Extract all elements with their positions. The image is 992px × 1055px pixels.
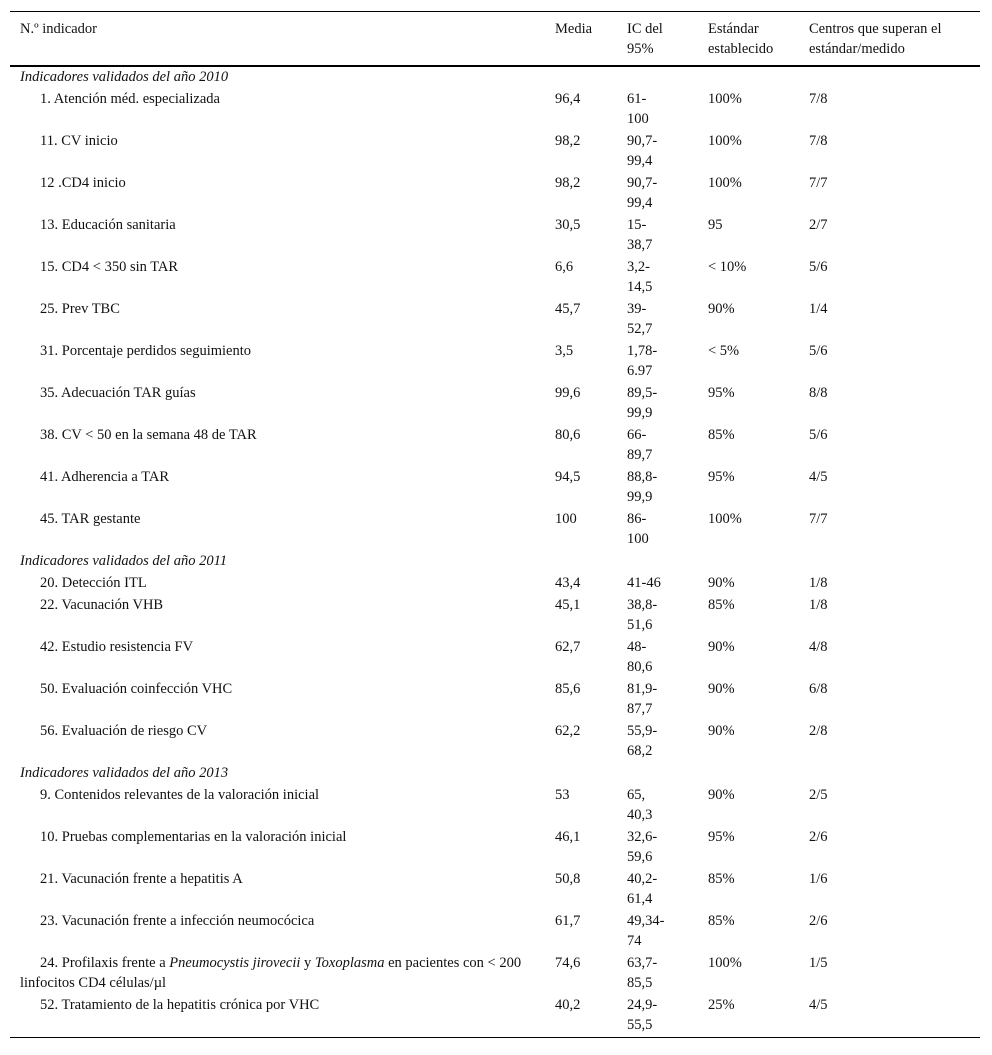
ci-lower: 55,9-: [627, 723, 658, 739]
ci-cell: [617, 679, 698, 721]
mean-cell: 45,7: [555, 301, 581, 317]
ci-lower: 63,7-: [627, 955, 658, 971]
centers-cell: 2/6: [809, 829, 828, 845]
centers-cell: 5/6: [809, 259, 828, 275]
table-row: [10, 341, 980, 383]
mean-cell: 98,2: [555, 175, 581, 191]
mean-cell: 99,6: [555, 385, 581, 401]
ci-lower: 90,7-: [627, 175, 658, 191]
indicator-cell: 9. Contenidos relevantes de la valoración inicial: [40, 787, 320, 803]
mean-cell: 80,6: [555, 427, 581, 443]
standard-cell: 100%: [708, 511, 742, 527]
standard-cell: 95%: [708, 469, 735, 485]
centers-cell: 2/6: [809, 913, 828, 929]
mean-cell: 53: [555, 787, 570, 803]
ci-upper: 89,7: [627, 447, 653, 463]
indicator-cell: 23. Vacunación frente a infección neumocócica: [40, 913, 315, 929]
standard-cell: 85%: [708, 597, 735, 613]
indicator-cell: 45. TAR gestante: [40, 511, 141, 527]
ci-upper: 99,9: [627, 405, 653, 421]
section-heading-row: [10, 551, 980, 573]
indicator-text-part: Toxoplasma: [314, 955, 385, 971]
ci-upper: 51,6: [627, 617, 653, 633]
centers-cell: 1/8: [809, 575, 828, 591]
table-row: [10, 215, 980, 257]
ci-cell: [617, 173, 698, 215]
mean-cell: 96,4: [555, 91, 581, 107]
table-row: [10, 131, 980, 173]
ci-upper: 59,6: [627, 849, 653, 865]
indicator-cell: 13. Educación sanitaria: [40, 217, 176, 233]
ci-cell: [617, 995, 698, 1038]
ci-lower: 65,: [627, 787, 646, 803]
ci-upper: 100: [627, 531, 649, 547]
table-row: [10, 911, 980, 953]
table-row: [10, 509, 980, 551]
section-title: Indicadores validados del año 2011: [20, 553, 228, 569]
section-title: Indicadores validados del año 2013: [20, 765, 229, 781]
centers-cell: 1/5: [809, 955, 828, 971]
table-row: [10, 89, 980, 131]
standard-cell: 90%: [708, 639, 735, 655]
indicator-cell: 56. Evaluación de riesgo CV: [40, 723, 208, 739]
ci-upper: 87,7: [627, 701, 653, 717]
ci-upper: 80,6: [627, 659, 653, 675]
table-row: [10, 785, 980, 827]
ci-upper: 74: [627, 933, 642, 949]
centers-cell: 7/8: [809, 91, 828, 107]
indicator-cell: 12 .CD4 inicio: [40, 175, 126, 191]
centers-cell: 7/8: [809, 133, 828, 149]
table-row: [10, 721, 980, 763]
indicator-text-part: y: [300, 955, 315, 971]
centers-cell: 7/7: [809, 511, 828, 527]
header-standard: Estándar establecido: [708, 21, 774, 57]
ci-lower: 39-: [627, 301, 647, 317]
standard-cell: 85%: [708, 427, 735, 443]
indicator-cell: 1. Atención méd. especializada: [40, 91, 220, 107]
ci-upper: 55,5: [627, 1017, 653, 1033]
table-row: [10, 827, 980, 869]
ci-lower: 61-: [627, 91, 647, 107]
ci-cell: [617, 215, 698, 257]
indicator-cell: 50. Evaluación coinfección VHC: [40, 681, 233, 697]
indicator-cell: 10. Pruebas complementarias en la valoración inicial: [40, 829, 347, 845]
indicator-cell: 38. CV < 50 en la semana 48 de TAR: [40, 427, 257, 443]
centers-cell: 1/8: [809, 597, 828, 613]
standard-cell: 25%: [708, 997, 735, 1013]
mean-cell: 100: [555, 511, 577, 527]
ci-cell: [617, 89, 698, 131]
ci-cell: [617, 425, 698, 467]
centers-cell: 1/6: [809, 871, 828, 887]
ci-upper: 61,4: [627, 891, 653, 907]
mean-cell: 94,5: [555, 469, 581, 485]
mean-cell: 62,7: [555, 639, 581, 655]
standard-cell: 90%: [708, 787, 735, 803]
indicator-text-part: Pneumocystis jirovecii: [169, 955, 301, 971]
mean-cell: 50,8: [555, 871, 581, 887]
ci-cell: [617, 785, 698, 827]
standard-cell: 85%: [708, 913, 735, 929]
standard-cell: 85%: [708, 871, 735, 887]
indicator-cell: 25. Prev TBC: [40, 301, 120, 317]
ci-upper: 68,2: [627, 743, 653, 759]
ci-upper: 99,4: [627, 195, 653, 211]
table-row: [10, 953, 980, 995]
ci-cell: [617, 341, 698, 383]
indicator-cell: 11. CV inicio: [40, 133, 118, 149]
ci-lower: 66-: [627, 427, 647, 443]
ci-cell: [617, 131, 698, 173]
centers-cell: 5/6: [809, 343, 828, 359]
indicator-cell: 20. Detección ITL: [40, 575, 147, 591]
ci-upper: 6.97: [627, 363, 653, 379]
indicator-cell: 31. Porcentaje perdidos seguimiento: [40, 343, 252, 359]
table-row: [10, 257, 980, 299]
ci-lower: 41-46: [627, 575, 661, 591]
section-title: Indicadores validados del año 2010: [20, 69, 229, 85]
ci-cell: [617, 573, 698, 595]
ci-upper: 40,3: [627, 807, 653, 823]
table-row: [10, 467, 980, 509]
header-centers: Centros que superan el estándar/medido: [809, 21, 942, 57]
standard-cell: < 10%: [708, 259, 747, 275]
ci-upper: 52,7: [627, 321, 653, 337]
ci-upper: 38,7: [627, 237, 653, 253]
table-row: [10, 173, 980, 215]
standard-cell: 90%: [708, 575, 735, 591]
mean-cell: 62,2: [555, 723, 581, 739]
centers-cell: 6/8: [809, 681, 828, 697]
centers-cell: 7/7: [809, 175, 828, 191]
ci-lower: 89,5-: [627, 385, 658, 401]
mean-cell: 43,4: [555, 575, 581, 591]
mean-cell: 30,5: [555, 217, 581, 233]
ci-cell: [617, 637, 698, 679]
ci-cell: [617, 467, 698, 509]
standard-cell: 90%: [708, 301, 735, 317]
section-heading-row: [10, 66, 980, 89]
ci-lower: 81,9-: [627, 681, 658, 697]
table-body: [10, 66, 980, 1038]
centers-cell: 4/5: [809, 469, 828, 485]
ci-lower: 1,78-: [627, 343, 658, 359]
ci-cell: [617, 953, 698, 995]
ci-cell: [617, 595, 698, 637]
header-indicator: N.º indicador: [20, 21, 97, 37]
centers-cell: 5/6: [809, 427, 828, 443]
indicator-text-part: 24. Profilaxis frente a: [40, 955, 170, 971]
ci-upper: 14,5: [627, 279, 653, 295]
standard-cell: 90%: [708, 681, 735, 697]
ci-lower: 48-: [627, 639, 647, 655]
centers-cell: 4/8: [809, 639, 828, 655]
mean-cell: 46,1: [555, 829, 581, 845]
centers-cell: 2/8: [809, 723, 828, 739]
standard-cell: < 5%: [708, 343, 740, 359]
ci-lower: 24,9-: [627, 997, 658, 1013]
standard-cell: 95: [708, 217, 723, 233]
ci-cell: [617, 827, 698, 869]
ci-lower: 38,8-: [627, 597, 658, 613]
centers-cell: 4/5: [809, 997, 828, 1013]
centers-cell: 1/4: [809, 301, 828, 317]
ci-upper: 99,9: [627, 489, 653, 505]
ci-lower: 15-: [627, 217, 647, 233]
standard-cell: 95%: [708, 829, 735, 845]
mean-cell: 40,2: [555, 997, 581, 1013]
standard-cell: 100%: [708, 175, 742, 191]
section-heading-row: [10, 763, 980, 785]
indicator-cell: 22. Vacunación VHB: [40, 597, 164, 613]
ci-lower: 49,34-: [627, 913, 665, 929]
indicators-table: [10, 11, 980, 1038]
ci-cell: [617, 721, 698, 763]
ci-cell: [617, 869, 698, 911]
ci-lower: 90,7-: [627, 133, 658, 149]
table-header-row: [10, 12, 980, 67]
centers-cell: 2/7: [809, 217, 828, 233]
mean-cell: 74,6: [555, 955, 581, 971]
ci-cell: [617, 257, 698, 299]
indicator-cell: 21. Vacunación frente a hepatitis A: [40, 871, 243, 887]
standard-cell: 100%: [708, 91, 742, 107]
ci-lower: 32,6-: [627, 829, 658, 845]
ci-lower: 3,2-: [627, 259, 650, 275]
table-row: [10, 383, 980, 425]
ci-cell: [617, 911, 698, 953]
ci-cell: [617, 299, 698, 341]
centers-cell: 8/8: [809, 385, 828, 401]
ci-upper: 99,4: [627, 153, 653, 169]
indicator-cell: 15. CD4 < 350 sin TAR: [40, 259, 179, 275]
centers-cell: 2/5: [809, 787, 828, 803]
table-row: [10, 637, 980, 679]
standard-cell: 95%: [708, 385, 735, 401]
indicator-cell: 52. Tratamiento de la hepatitis crónica por VHC: [40, 997, 320, 1013]
standard-cell: 100%: [708, 133, 742, 149]
mean-cell: 3,5: [555, 343, 574, 359]
table-row: [10, 299, 980, 341]
table-row: [10, 595, 980, 637]
standard-cell: 100%: [708, 955, 742, 971]
ci-upper: 100: [627, 111, 649, 127]
mean-cell: 85,6: [555, 681, 581, 697]
ci-lower: 86-: [627, 511, 647, 527]
ci-lower: 88,8-: [627, 469, 658, 485]
header-mean: Media: [555, 21, 593, 37]
table-row: [10, 995, 980, 1038]
mean-cell: 61,7: [555, 913, 581, 929]
header-ci: IC del 95%: [627, 21, 663, 57]
standard-cell: 90%: [708, 723, 735, 739]
ci-cell: [617, 383, 698, 425]
table-row: [10, 425, 980, 467]
ci-cell: [617, 509, 698, 551]
indicator-cell: 35. Adecuación TAR guías: [40, 385, 196, 401]
ci-lower: 40,2-: [627, 871, 658, 887]
table-row: [10, 869, 980, 911]
indicator-cell: 41. Adherencia a TAR: [40, 469, 170, 485]
mean-cell: 6,6: [555, 259, 574, 275]
ci-upper: 85,5: [627, 975, 653, 991]
indicator-cell: 42. Estudio resistencia FV: [40, 639, 194, 655]
indicator-text-part: en pacientes con < 200 linfocitos CD4 células/µl: [20, 955, 522, 991]
table-row: [10, 573, 980, 595]
mean-cell: 45,1: [555, 597, 581, 613]
mean-cell: 98,2: [555, 133, 581, 149]
indicator-cell: [10, 953, 545, 995]
table-row: [10, 679, 980, 721]
